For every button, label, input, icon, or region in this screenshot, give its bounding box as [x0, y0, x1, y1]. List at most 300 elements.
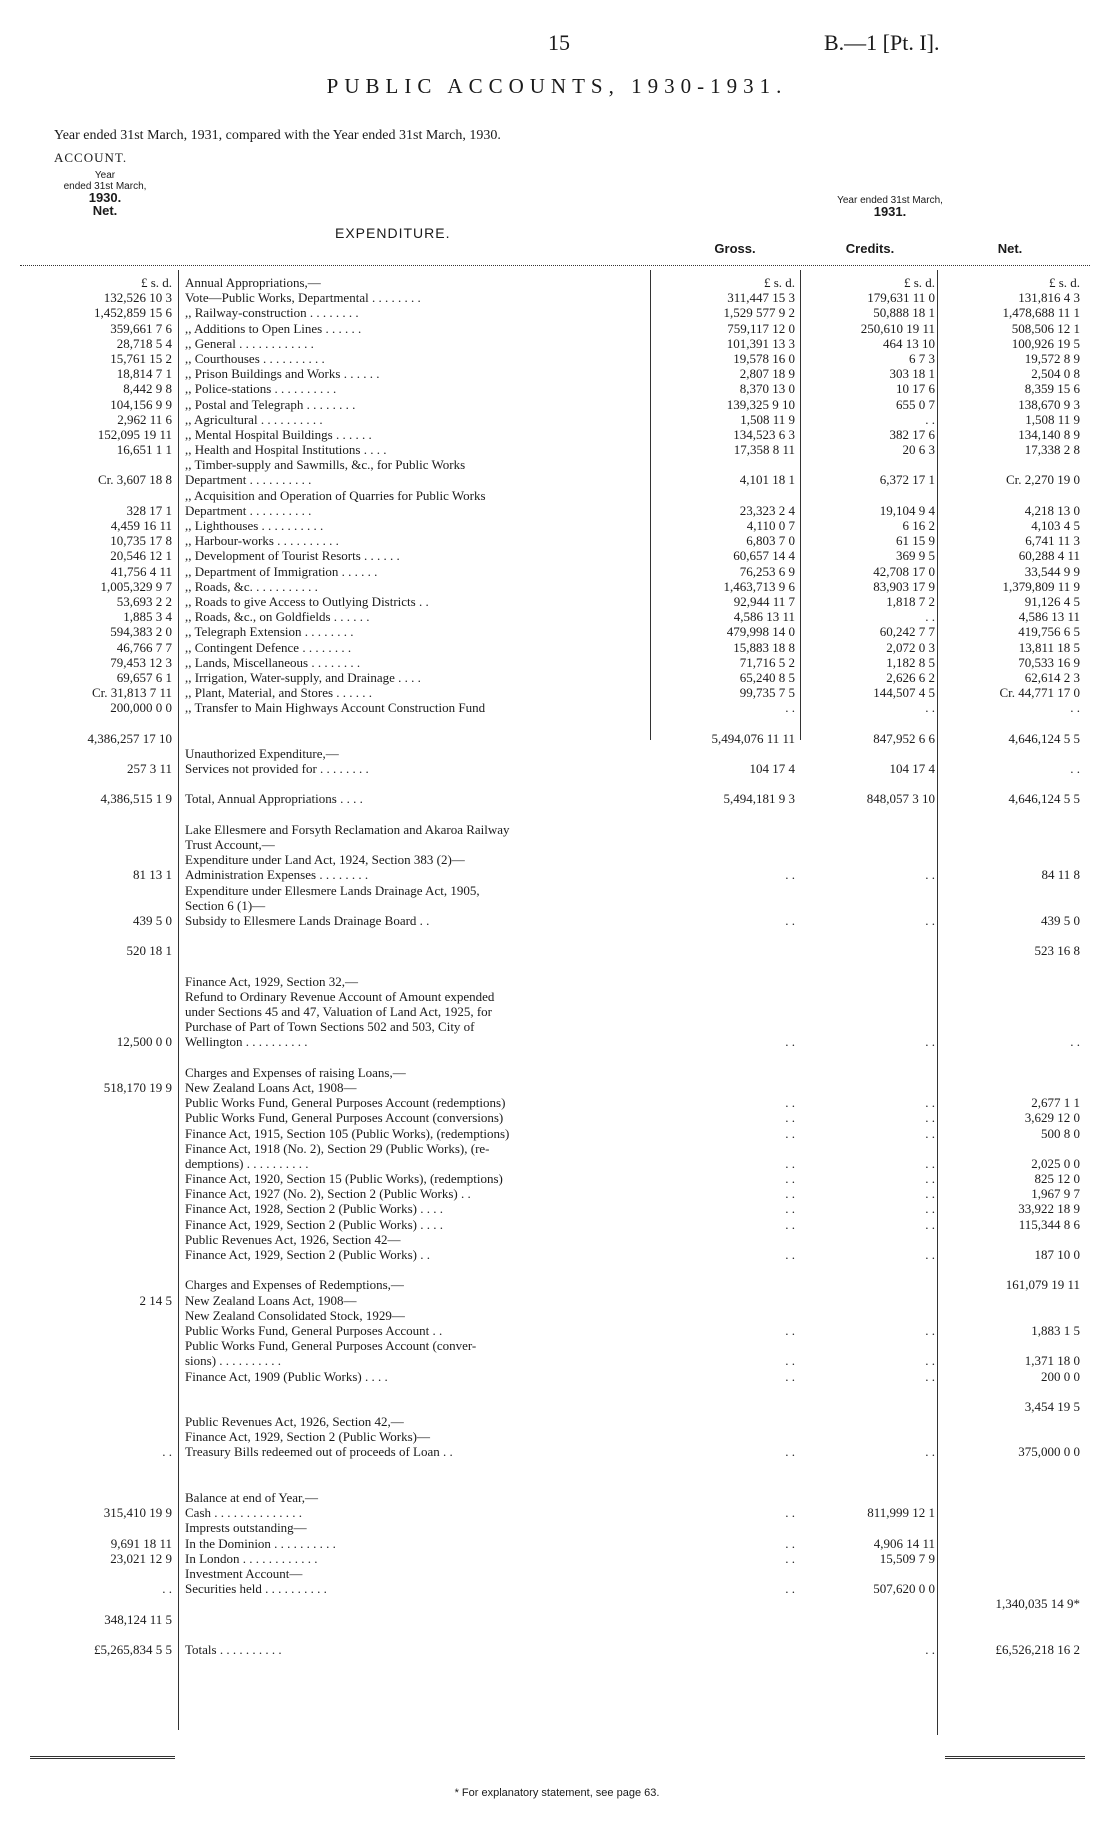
credits-cell: 10 17 6 — [896, 381, 935, 397]
net-cell: 1,508 11 9 — [1025, 411, 1080, 427]
table-row — [0, 1293, 1114, 1308]
credits-cell: . . — [925, 1322, 935, 1338]
item-label: Expenditure under Land Act, 1924, Section 383 (2)— — [185, 852, 465, 868]
credits-cell: . . — [925, 1201, 935, 1217]
table-row — [0, 457, 1114, 472]
table-row — [0, 1520, 1114, 1535]
gross-cell: 92,944 11 7 — [733, 593, 795, 609]
credits-cell: 20 6 3 — [902, 442, 935, 458]
credits-cell: . . — [925, 1171, 935, 1187]
item-label: Public Works Fund, General Purposes Account (conversions) — [185, 1110, 504, 1126]
prev-year-net-cell: 1,885 3 4 — [123, 609, 172, 625]
credits-cell: . . — [925, 609, 935, 625]
gross-cell: 5,494,181 9 3 — [723, 791, 795, 807]
table-row — [0, 761, 1114, 776]
prev-year-net-cell: 104,156 9 9 — [110, 396, 172, 412]
credits-cell: 61 15 9 — [896, 533, 935, 549]
gross-cell: 1,529 577 9 2 — [723, 305, 795, 321]
table-row — [0, 867, 1114, 882]
gross-cell: 1,463,713 9 6 — [723, 578, 795, 594]
item-label: Section 6 (1)— — [185, 897, 266, 913]
credits-cell: . . — [925, 1110, 935, 1126]
credits-cell: . . — [925, 1034, 935, 1050]
credits-cell: 144,507 4 5 — [873, 685, 935, 701]
item-label: Unauthorized Expenditure,— — [185, 745, 339, 761]
gross-cell: 139,325 9 10 — [726, 396, 795, 412]
table-row — [0, 883, 1114, 898]
net-cell: 825 12 0 — [1034, 1171, 1080, 1187]
credits-cell: 847,952 6 6 — [873, 730, 935, 746]
net-cell: 1,371 18 0 — [1024, 1353, 1080, 1369]
prev-year-net-cell: 15,761 15 2 — [110, 350, 172, 366]
table-row — [0, 366, 1114, 381]
gross-cell: . . — [785, 1368, 795, 1384]
item-label: ,, Irrigation, Water-supply, and Drainage . . . . — [185, 669, 421, 685]
credits-cell: . . — [925, 700, 935, 716]
gross-cell: . . — [785, 1201, 795, 1217]
table-row — [0, 472, 1114, 487]
gross-cell: 4,586 13 11 — [733, 609, 795, 625]
net-cell: . . — [1070, 1034, 1080, 1050]
table-row — [0, 1126, 1114, 1141]
item-label: ,, Lands, Miscellaneous . . . . . . . . — [185, 654, 361, 670]
item-label: In the Dominion . . . . . . . . . . — [185, 1535, 336, 1551]
credits-cell: . . — [925, 1095, 935, 1111]
item-label: ,, Roads, &c., on Goldfields . . . . . . — [185, 609, 370, 625]
credits-cell: . . — [925, 1125, 935, 1141]
item-label: Vote—Public Works, Departmental . . . . . . . . — [185, 290, 421, 306]
table-row — [0, 700, 1114, 715]
table-row — [0, 518, 1114, 533]
table-row — [0, 564, 1114, 579]
prev-year-net-cell: 81 13 1 — [133, 867, 172, 883]
table-row — [0, 1596, 1114, 1611]
page-title: PUBLIC ACCOUNTS, 1930-1931. — [326, 74, 788, 98]
net-cell: 1,883 1 5 — [1031, 1322, 1080, 1338]
table-row — [0, 351, 1114, 366]
footnote: * For explanatory statement, see page 63. — [454, 1787, 660, 1799]
gross-cell: 23,323 2 4 — [739, 502, 795, 518]
net-cell: 523 16 8 — [1034, 943, 1080, 959]
item-label: Trust Account,— — [185, 836, 275, 852]
item-label: Investment Account— — [185, 1565, 303, 1581]
gross-heading: Gross. — [714, 241, 756, 256]
prev-year-net-cell: 518,170 19 9 — [103, 1079, 172, 1095]
gross-cell: . . — [785, 1125, 795, 1141]
table-row — [0, 1050, 1114, 1065]
table-row — [0, 1490, 1114, 1505]
item-label: Subsidy to Ellesmere Lands Drainage Board . . — [185, 912, 430, 928]
gross-cell: 8,370 13 0 — [739, 381, 795, 397]
credits-cell: 104 17 4 — [889, 761, 935, 776]
item-label: In London . . . . . . . . . . . . — [185, 1550, 318, 1566]
item-label: ,, Plant, Material, and Stores . . . . . . — [185, 685, 373, 701]
gross-cell: . . — [785, 1155, 795, 1171]
table-row — [0, 852, 1114, 867]
table-row — [0, 791, 1114, 806]
table-row — [0, 837, 1114, 852]
item-label: Expenditure under Ellesmere Lands Drainage Act, 1905, — [185, 882, 480, 898]
item-label: New Zealand Consolidated Stock, 1929— — [185, 1307, 405, 1323]
item-label: Charges and Expenses of Redemptions,— — [185, 1277, 404, 1293]
table-row — [0, 1141, 1114, 1156]
table-row — [0, 1444, 1114, 1459]
prev-year-net-cell: . . — [162, 1444, 172, 1460]
credits-cell: . . — [925, 411, 935, 427]
table-row — [0, 1353, 1114, 1368]
expenditure-table — [0, 275, 1114, 1657]
item-label: ,, Mental Hospital Buildings . . . . . . — [185, 426, 372, 442]
item-label: ,, Transfer to Main Highways Account Construction Fund — [185, 700, 486, 716]
table-row — [0, 381, 1114, 396]
credits-cell: 848,057 3 10 — [866, 791, 935, 807]
gross-cell: 104 17 4 — [749, 761, 795, 776]
table-row — [0, 503, 1114, 518]
item-label: ,, Postal and Telegraph . . . . . . . . — [185, 396, 356, 412]
prev-year-net-cell: 1,005,329 9 7 — [100, 578, 172, 594]
net-cell: Cr. 44,771 17 0 — [999, 685, 1080, 701]
credits-cell: 42,708 17 0 — [873, 563, 935, 579]
gross-cell: 19,578 16 0 — [733, 350, 795, 366]
net-cell: 4,103 4 5 — [1031, 518, 1080, 533]
table-row — [0, 609, 1114, 624]
prev-year-net-cell: 200,000 0 0 — [110, 700, 172, 716]
net-cell: 1,379,809 11 9 — [1002, 578, 1080, 594]
table-row — [0, 1171, 1114, 1186]
table-row — [0, 412, 1114, 427]
table-row — [0, 1262, 1114, 1277]
table-row — [0, 624, 1114, 639]
gross-cell: £ s. d. — [763, 275, 795, 290]
item-label: Lake Ellesmere and Forsyth Reclamation and Akaroa Railway — [185, 821, 510, 837]
gross-cell: . . — [785, 1581, 795, 1597]
net-cell: 1,967 9 7 — [1031, 1186, 1080, 1202]
item-label: ,, Acquisition and Operation of Quarries for Public Works — [185, 487, 486, 503]
table-row — [0, 913, 1114, 928]
gross-cell: 71,716 5 2 — [739, 654, 795, 670]
item-label: Imprests outstanding— — [185, 1520, 307, 1536]
prev-year-net-cell: 1,452,859 15 6 — [94, 305, 172, 321]
net-cell: 100,926 19 5 — [1011, 335, 1080, 351]
item-label: ,, Timber-supply and Sawmills, &c., for Public Works — [185, 457, 466, 473]
net-cell: 84 11 8 — [1041, 867, 1080, 883]
gross-cell: . . — [785, 1034, 795, 1050]
net-cell: 6,741 11 3 — [1025, 533, 1080, 549]
net-cell: 138,670 9 3 — [1018, 396, 1080, 412]
gross-cell: 4,110 0 7 — [746, 518, 795, 533]
item-label: Cash . . . . . . . . . . . . . . — [185, 1505, 302, 1521]
net-cell: 2,504 0 8 — [1031, 366, 1080, 382]
prev-year-net-cell: £5,265,834 5 5 — [94, 1641, 172, 1657]
gross-cell: 2,807 18 9 — [739, 366, 795, 382]
item-label: New Zealand Loans Act, 1908— — [185, 1079, 357, 1095]
gross-cell: . . — [785, 1550, 795, 1566]
prev-year-net-cell: 520 18 1 — [126, 943, 172, 959]
item-label: ,, Police-stations . . . . . . . . . . — [185, 381, 337, 397]
item-label: Department . . . . . . . . . . — [185, 502, 312, 518]
table-row — [0, 1004, 1114, 1019]
item-label: Finance Act, 1909 (Public Works) . . . . — [185, 1368, 388, 1384]
table-row — [0, 715, 1114, 730]
prev-year-net-cell: 2 14 5 — [139, 1292, 172, 1308]
table-row — [0, 1338, 1114, 1353]
credits-cell: . . — [925, 1444, 935, 1460]
credits-cell: 507,620 0 0 — [873, 1581, 935, 1597]
table-row — [0, 1095, 1114, 1110]
net-cell: 17,338 2 8 — [1024, 442, 1080, 458]
gross-cell: 65,240 8 5 — [739, 669, 795, 685]
table-row — [0, 305, 1114, 320]
item-label: Finance Act, 1929, Section 2 (Public Works)— — [185, 1429, 430, 1445]
account-label: ACCOUNT. — [54, 150, 128, 165]
prev-year-net-cell: 10,735 17 8 — [110, 533, 172, 549]
net-cell: 508,506 12 1 — [1011, 320, 1080, 336]
net-cell: 4,586 13 11 — [1018, 609, 1080, 625]
gross-cell: 99,735 7 5 — [739, 685, 795, 701]
net-cell: 4,646,124 5 5 — [1008, 730, 1080, 746]
gross-cell: 479,998 14 0 — [726, 624, 795, 640]
table-row — [0, 1034, 1114, 1049]
table-row — [0, 397, 1114, 412]
table-row — [0, 1247, 1114, 1262]
prev-year-net-cell: 2,962 11 6 — [117, 411, 172, 427]
gross-cell: . . — [785, 1322, 795, 1338]
item-label: ,, Additions to Open Lines . . . . . . — [185, 320, 362, 336]
gross-cell: . . — [785, 1353, 795, 1369]
credits-cell: . . — [925, 1368, 935, 1384]
gross-cell: 17,358 8 11 — [733, 442, 795, 458]
net-cell: 91,126 4 5 — [1024, 593, 1080, 609]
prev-year-net-cell: 46,766 7 7 — [116, 639, 172, 655]
table-row — [0, 655, 1114, 670]
item-label: sions) . . . . . . . . . . — [185, 1353, 282, 1369]
table-row — [0, 685, 1114, 700]
credits-cell: . . — [925, 1247, 935, 1262]
gross-cell: 134,523 6 3 — [733, 426, 795, 442]
gross-cell: . . — [785, 1505, 795, 1521]
credits-cell: 83,903 17 9 — [873, 578, 935, 594]
prev-year-net-cell: 53,693 2 2 — [116, 593, 172, 609]
net-cell: 4,218 13 0 — [1024, 502, 1080, 518]
net-heading: Net. — [997, 241, 1023, 256]
gross-cell: 311,447 15 3 — [727, 290, 795, 306]
prev-year-net-cell: 132,526 10 3 — [103, 290, 172, 306]
table-row — [0, 974, 1114, 989]
credits-heading: Credits. — [845, 241, 895, 256]
item-label: Totals . . . . . . . . . . — [185, 1641, 282, 1657]
gross-cell: . . — [785, 1110, 795, 1126]
prev-year-net-cell: 4,459 16 11 — [110, 518, 172, 533]
table-row — [0, 822, 1114, 837]
item-label: ,, Telegraph Extension . . . . . . . . — [185, 624, 354, 640]
prev-year-net-cell: 315,410 19 9 — [103, 1505, 172, 1521]
prev-year-net-cell: 359,661 7 6 — [110, 320, 172, 336]
table-row — [0, 488, 1114, 503]
prev-year-net-cell: 152,095 19 11 — [97, 426, 172, 442]
net-cell: . . — [1070, 761, 1080, 776]
prev-year-net-cell: 328 17 1 — [126, 502, 172, 518]
prev-year-heading: Year ended 31st March, 1930. Net. — [63, 170, 147, 218]
gross-cell: 60,657 14 4 — [733, 548, 795, 564]
table-row — [0, 898, 1114, 913]
table-row — [0, 1186, 1114, 1201]
item-label: ,, Railway-construction . . . . . . . . — [185, 305, 359, 321]
credits-cell: . . — [925, 1216, 935, 1232]
credits-cell: 19,104 9 4 — [879, 502, 935, 518]
credits-cell: . . — [925, 1186, 935, 1202]
prev-year-net-cell: . . — [162, 1581, 172, 1597]
gross-cell: 759,117 12 0 — [727, 320, 795, 336]
table-row — [0, 1217, 1114, 1232]
item-label: Administration Expenses . . . . . . . . — [185, 867, 369, 883]
table-row — [0, 427, 1114, 442]
prev-year-net-cell: 79,453 12 3 — [110, 654, 172, 670]
table-row — [0, 807, 1114, 822]
item-label: New Zealand Loans Act, 1908— — [185, 1292, 357, 1308]
item-label: Public Revenues Act, 1926, Section 42— — [185, 1231, 401, 1247]
table-row — [0, 989, 1114, 1004]
credits-cell: 6,372 17 1 — [879, 472, 935, 488]
net-cell: 3,454 19 5 — [1024, 1398, 1080, 1414]
gross-cell: . . — [785, 700, 795, 716]
net-cell: 13,811 18 5 — [1018, 639, 1080, 655]
credits-cell: 250,610 19 11 — [860, 320, 935, 336]
table-row — [0, 640, 1114, 655]
table-row — [0, 1536, 1114, 1551]
prev-year-net-cell: 41,756 4 11 — [110, 563, 172, 579]
item-label: ,, Courthouses . . . . . . . . . . — [185, 350, 325, 366]
table-row — [0, 928, 1114, 943]
prev-year-net-cell: £ s. d. — [140, 275, 172, 290]
gross-cell: . . — [785, 1095, 795, 1111]
prev-year-net-cell: Cr. 3,607 18 8 — [97, 472, 172, 488]
prev-year-net-cell: 594,383 2 0 — [110, 624, 172, 640]
credits-cell: . . — [925, 912, 935, 928]
item-label: ,, Department of Immigration . . . . . . — [185, 563, 378, 579]
item-label: ,, Health and Hospital Institutions . . . . — [185, 442, 387, 458]
table-row — [0, 594, 1114, 609]
table-row — [0, 321, 1114, 336]
gross-cell: 4,101 18 1 — [739, 472, 795, 488]
credits-cell: 15,509 7 9 — [879, 1550, 935, 1566]
page-number: 15 — [548, 30, 570, 55]
table-row — [0, 943, 1114, 958]
item-label: Annual Appropriations,— — [185, 275, 321, 290]
gross-cell: . . — [785, 1535, 795, 1551]
document-code: B.—1 [Pt. I]. — [824, 30, 940, 55]
table-row — [0, 1201, 1114, 1216]
item-label: Charges and Expenses of raising Loans,— — [185, 1064, 406, 1080]
gross-cell: 76,253 6 9 — [739, 563, 795, 579]
table-row — [0, 1642, 1114, 1657]
net-cell: 70,533 16 9 — [1018, 654, 1080, 670]
net-cell: 439 5 0 — [1041, 912, 1080, 928]
prev-year-net-cell: 28,718 5 4 — [116, 335, 172, 351]
table-row — [0, 1369, 1114, 1384]
net-cell: 161,079 19 11 — [1005, 1277, 1080, 1293]
table-row — [0, 1612, 1114, 1627]
table-row — [0, 731, 1114, 746]
current-year-heading: Year ended 31st March, 1931. — [837, 195, 943, 219]
net-cell: 33,544 9 9 — [1024, 563, 1080, 579]
gross-cell: 5,494,076 11 11 — [711, 730, 795, 746]
credits-cell: 2,072 0 3 — [886, 639, 935, 655]
prev-year-net-cell: 23,021 12 9 — [110, 1550, 172, 1566]
credits-cell: . . — [925, 867, 935, 883]
net-cell: Cr. 2,270 19 0 — [1005, 472, 1080, 488]
table-row — [0, 533, 1114, 548]
credits-cell: 655 0 7 — [896, 396, 935, 412]
prev-year-net-cell: 12,500 0 0 — [116, 1034, 172, 1050]
prev-year-net-cell: Cr. 31,813 7 11 — [91, 685, 172, 701]
credits-cell: 382 17 6 — [889, 426, 935, 442]
prev-year-net-cell: 16,651 1 1 — [116, 442, 172, 458]
table-row — [0, 1384, 1114, 1399]
item-label: Public Works Fund, General Purposes Account . . — [185, 1322, 443, 1338]
page-subtitle: Year ended 31st March, 1931, compared with the Year ended 31st March, 1930. — [54, 128, 501, 143]
credits-cell: . . — [925, 1353, 935, 1369]
credits-cell: 4,906 14 11 — [873, 1535, 935, 1551]
table-row — [0, 1308, 1114, 1323]
item-label: Services not provided for . . . . . . . . — [185, 761, 369, 776]
table-row — [0, 1080, 1114, 1095]
item-label: ,, Lighthouses . . . . . . . . . . — [185, 518, 324, 533]
table-row — [0, 1566, 1114, 1581]
credits-cell: 6 16 2 — [902, 518, 935, 533]
net-cell: 115,344 8 6 — [1018, 1216, 1080, 1232]
item-label: Refund to Ordinary Revenue Account of Amount expended — [185, 988, 495, 1004]
net-cell: 60,288 4 11 — [1018, 548, 1080, 564]
item-label: Treasury Bills redeemed out of proceeds of Loan . . — [185, 1444, 453, 1460]
item-label: Finance Act, 1928, Section 2 (Public Works) . . . . — [185, 1201, 443, 1217]
table-row — [0, 1277, 1114, 1292]
table-row — [0, 1460, 1114, 1475]
gross-cell: . . — [785, 867, 795, 883]
credits-cell: 60,242 7 7 — [879, 624, 935, 640]
item-label: ,, General . . . . . . . . . . . . — [185, 335, 314, 351]
net-cell: 19,572 8 9 — [1024, 350, 1080, 366]
net-cell: £ s. d. — [1048, 275, 1080, 290]
gross-cell: . . — [785, 1216, 795, 1232]
item-label: Finance Act, 1915, Section 105 (Public Works), (redemptions) — [185, 1125, 510, 1141]
net-cell: 500 8 0 — [1041, 1125, 1080, 1141]
table-row — [0, 776, 1114, 791]
table-row — [0, 1429, 1114, 1444]
prev-year-net-cell: 4,386,515 1 9 — [100, 791, 172, 807]
item-label: Balance at end of Year,— — [185, 1490, 319, 1505]
item-label: Finance Act, 1918 (No. 2), Section 29 (Public Works), (re- — [185, 1140, 490, 1156]
item-label: Wellington . . . . . . . . . . — [185, 1034, 308, 1050]
net-cell: £6,526,218 16 2 — [995, 1641, 1080, 1657]
net-cell: 187 10 0 — [1034, 1247, 1080, 1262]
item-label: Finance Act, 1929, Section 32,— — [185, 973, 358, 989]
table-row — [0, 1065, 1114, 1080]
table-row — [0, 548, 1114, 563]
prev-year-net-cell: 18,814 7 1 — [116, 366, 172, 382]
gross-cell: . . — [785, 1186, 795, 1202]
net-cell: 33,922 18 9 — [1018, 1201, 1080, 1217]
table-row — [0, 1475, 1114, 1490]
item-label: ,, Agricultural . . . . . . . . . . — [185, 411, 323, 427]
credits-cell: 6 7 3 — [909, 350, 935, 366]
table-row — [0, 1019, 1114, 1034]
item-label: Finance Act, 1929, Section 2 (Public Works) . . . . — [185, 1216, 443, 1232]
credits-cell: 179,631 11 0 — [867, 290, 935, 306]
table-row — [0, 1323, 1114, 1338]
table-row — [0, 1156, 1114, 1171]
item-label: Department . . . . . . . . . . — [185, 472, 312, 488]
gross-cell: 15,883 18 8 — [733, 639, 795, 655]
